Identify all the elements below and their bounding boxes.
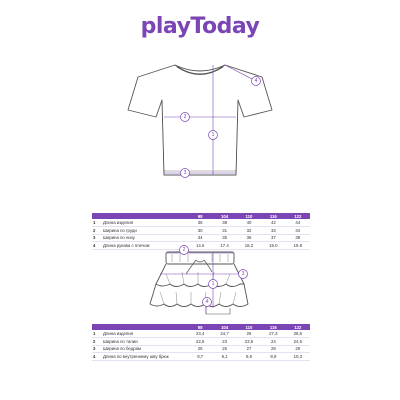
skort-drawstring [186, 260, 212, 274]
skort-drawing [0, 222, 400, 322]
size-header: 122 [286, 324, 310, 330]
row-label: Длина изделия [102, 330, 188, 337]
table-row [92, 345, 310, 353]
table-cell: 19.0 [261, 242, 285, 250]
table-cell: 30 [188, 226, 212, 234]
row-number: 3 [92, 234, 102, 242]
size-header: 98 [188, 213, 212, 219]
size-header: 104 [212, 324, 236, 330]
tshirt-marker-4: 4 [254, 78, 258, 84]
row-label: Длина рукава с плечом [102, 242, 188, 250]
row-number: 4 [92, 242, 102, 250]
size-header: 110 [237, 324, 261, 330]
table-cell: 19.8 [286, 242, 310, 250]
table-cell: 9,9 [261, 353, 285, 361]
table-row [92, 337, 310, 345]
tshirt-sleeve-line [225, 65, 256, 81]
table-cell: 42 [261, 219, 285, 226]
table-cell: 18.2 [237, 242, 261, 250]
tshirt-collar [175, 65, 225, 74]
row-label: Ширина по бедрам [102, 345, 188, 353]
table-cell: 17.4 [212, 242, 236, 250]
table-cell: 22,5 [188, 337, 212, 345]
tshirt-marker-3: 3 [183, 170, 187, 176]
row-number: 1 [92, 330, 102, 337]
table-cell: 24,5 [286, 337, 310, 345]
table-cell: 27,3 [261, 330, 285, 337]
size-header: 98 [188, 324, 212, 330]
tshirt-outline [128, 65, 272, 175]
table-cell: 9,1 [212, 353, 236, 361]
table-cell: 40 [237, 219, 261, 226]
skort-size-table [92, 324, 310, 361]
row-number: 1 [92, 219, 102, 226]
table-cell: 29 [286, 345, 310, 353]
table-cell: 25 [188, 345, 212, 353]
row-label: Ширина по талии [102, 337, 188, 345]
size-header: 110 [237, 213, 261, 219]
table-cell: 34 [286, 226, 310, 234]
row-label: Длина изделия [102, 219, 188, 226]
row-number: 4 [92, 353, 102, 361]
table-cell: 33 [261, 226, 285, 234]
table-cell: 8,7 [188, 353, 212, 361]
table-cell: 26 [237, 330, 261, 337]
tshirt-marker-2: 2 [183, 114, 187, 120]
table-cell: 26 [212, 345, 236, 353]
skort-marker-4: 4 [205, 299, 209, 305]
table-cell: 32 [237, 226, 261, 234]
row-label: Ширина по груди [102, 226, 188, 234]
tshirt-drawing [0, 55, 400, 185]
table-cell: 35 [212, 234, 236, 242]
size-header: 116 [261, 324, 285, 330]
table-cell: 23 [212, 337, 236, 345]
table-cell: 28,6 [286, 330, 310, 337]
table-cell: 23,5 [237, 337, 261, 345]
row-number: 3 [92, 345, 102, 353]
table-cell: 37 [261, 234, 285, 242]
table-cell: 24 [261, 337, 285, 345]
table-cell: 27 [237, 345, 261, 353]
skort-marker-2: 2 [182, 247, 186, 253]
table-cell: 38 [286, 234, 310, 242]
table-cell: 28 [261, 345, 285, 353]
size-header: 122 [286, 213, 310, 219]
table-cell: 10,3 [286, 353, 310, 361]
row-number: 2 [92, 226, 102, 234]
brand-logo: playToday [140, 14, 260, 39]
skort-upper-tier [156, 264, 244, 287]
table-cell: 36 [237, 234, 261, 242]
table-row [92, 353, 310, 361]
table-row [92, 330, 310, 337]
size-header: 104 [212, 213, 236, 219]
table-cell: 24,7 [212, 330, 236, 337]
size-header: 116 [261, 213, 285, 219]
table-cell: 9,5 [237, 353, 261, 361]
tshirt-marker-1: 1 [211, 132, 215, 138]
skort-marker-3: 3 [241, 271, 245, 277]
table-cell: 23,4 [188, 330, 212, 337]
row-label: Ширина по низу [102, 234, 188, 242]
row-number: 2 [92, 337, 102, 345]
skort-marker-1: 1 [211, 281, 215, 287]
table-cell: 31 [212, 226, 236, 234]
table-cell: 34 [188, 234, 212, 242]
table-cell: 36 [188, 219, 212, 226]
table-cell: 14.6 [188, 242, 212, 250]
table-cell: 44 [286, 219, 310, 226]
row-label: Длина по внутреннему шву брюк [102, 353, 188, 361]
table-cell: 38 [212, 219, 236, 226]
